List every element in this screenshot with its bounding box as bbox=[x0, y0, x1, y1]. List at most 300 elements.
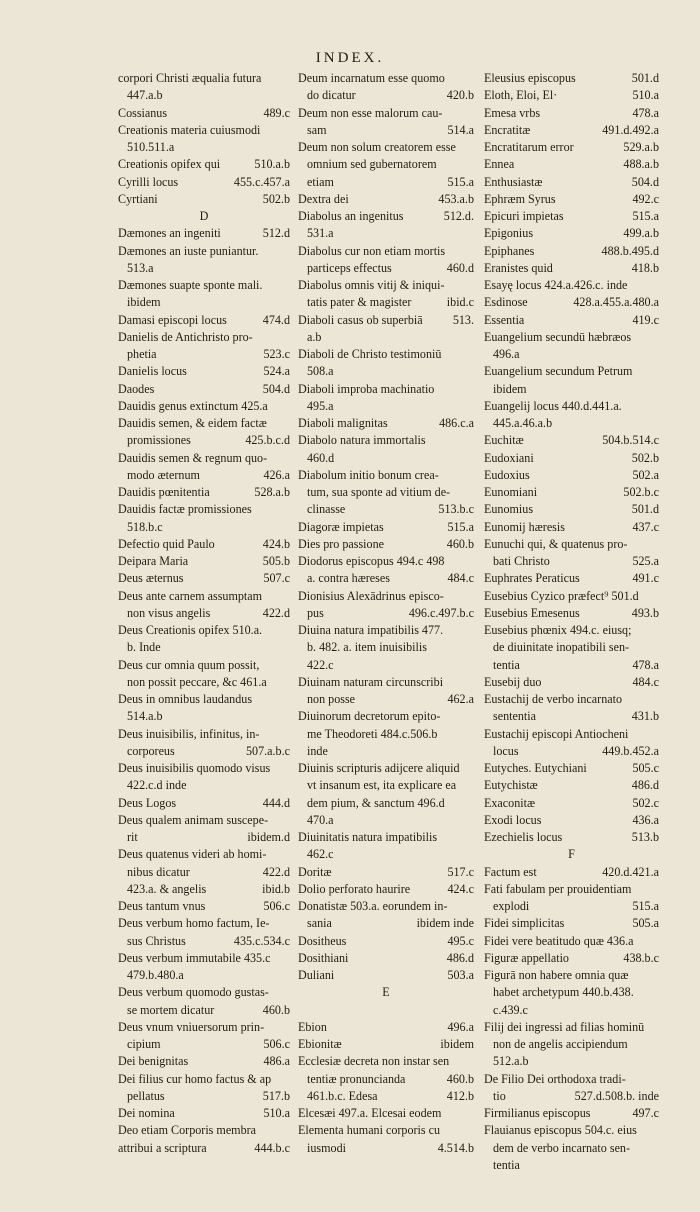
entry-text: Dauidis semen & regnum quo- bbox=[118, 450, 268, 465]
index-entry bbox=[484, 467, 659, 484]
entry-text: habet archetypum 440.b.438. bbox=[493, 985, 634, 1000]
index-entry bbox=[484, 743, 659, 760]
page-reference: 453.a.b bbox=[438, 191, 474, 206]
index-entry bbox=[118, 984, 290, 1001]
page-reference: 512.d. bbox=[443, 209, 474, 223]
index-entry bbox=[484, 139, 659, 156]
index-entry bbox=[298, 105, 474, 122]
page-reference: 437.c bbox=[632, 519, 659, 534]
index-entry bbox=[484, 881, 659, 898]
entry-text: Dæmones an ingeniti bbox=[118, 226, 221, 241]
entry-text: Eusebius Cyzico præfect⁹ 501.d bbox=[484, 588, 639, 603]
page-reference: 426.a bbox=[263, 467, 290, 482]
entry-text: Ennea bbox=[484, 157, 515, 172]
index-entry bbox=[298, 1036, 474, 1053]
entry-text: Deus verbum immutabile 435.c bbox=[118, 950, 271, 965]
entry-text: 510.511.a bbox=[127, 140, 175, 154]
page-reference: 499.a.b bbox=[623, 226, 659, 241]
index-entry bbox=[484, 312, 659, 329]
entry-text: vt insanum est, ita explicare ea bbox=[307, 778, 457, 793]
page-reference: 422.d bbox=[262, 605, 290, 620]
entry-text: Dæmones suapte sponte mali. bbox=[118, 278, 263, 292]
entry-text: pus bbox=[307, 605, 324, 620]
page-reference: 425.b.c.d bbox=[245, 433, 290, 448]
index-entry bbox=[484, 1105, 659, 1122]
index-entry bbox=[118, 191, 290, 208]
page-reference: 491.d.492.a bbox=[602, 122, 659, 137]
entry-text: 423.a. & angelis bbox=[127, 881, 207, 896]
entry-text: Donatistæ 503.a. eorundem in- bbox=[298, 899, 448, 913]
index-entry bbox=[484, 829, 659, 846]
index-entry bbox=[298, 139, 474, 156]
index-entry bbox=[298, 915, 474, 932]
page-reference: 438.b.c bbox=[623, 950, 659, 965]
index-entry bbox=[484, 639, 659, 656]
index-entry bbox=[118, 312, 290, 329]
index-entry bbox=[118, 484, 290, 501]
entry-text: sania bbox=[307, 916, 332, 931]
index-entry bbox=[118, 1122, 290, 1139]
entry-text: Exodi locus bbox=[484, 812, 542, 827]
index-entry bbox=[484, 950, 659, 967]
page-reference: 486.d bbox=[631, 778, 659, 793]
index-entry bbox=[484, 674, 659, 691]
entry-text: promissiones bbox=[127, 433, 191, 448]
entry-text: tentiæ pronuncianda bbox=[307, 1071, 406, 1086]
index-entry bbox=[484, 415, 659, 432]
entry-text: Diaboli casus ob superbiā bbox=[298, 312, 423, 327]
page-reference: 460.b bbox=[446, 1071, 474, 1086]
index-entry bbox=[118, 674, 290, 691]
index-entry bbox=[298, 415, 474, 432]
index-entry bbox=[298, 933, 474, 950]
index-entry bbox=[118, 329, 290, 346]
entry-text: 513.a bbox=[127, 260, 154, 275]
index-entry bbox=[298, 1105, 474, 1122]
entry-text: Eudoxius bbox=[484, 467, 530, 482]
page-reference: 488.a.b bbox=[623, 157, 659, 172]
entry-text: tatis pater & magister bbox=[307, 295, 412, 310]
page-reference: 428.a.455.a.480.a bbox=[573, 295, 659, 310]
page-reference: 497.c bbox=[632, 1106, 659, 1120]
entry-text: cipium bbox=[127, 1037, 161, 1051]
index-entry bbox=[298, 484, 474, 501]
page-reference: 496.c.497.b.c bbox=[408, 605, 474, 620]
entry-text: 445.a.46.a.b bbox=[493, 416, 553, 430]
index-entry bbox=[484, 329, 659, 346]
index-entry bbox=[484, 984, 659, 1001]
index-entry bbox=[484, 174, 659, 191]
entry-text: Diuinis scripturis adijcere aliquid bbox=[298, 761, 460, 775]
entry-text: 508.a bbox=[307, 364, 334, 379]
index-entry bbox=[484, 363, 659, 380]
index-entry bbox=[118, 1105, 290, 1122]
entry-text: Epigonius bbox=[484, 226, 534, 241]
entry-text: non de angelis accipiendum bbox=[493, 1037, 628, 1051]
entry-text: Deus inuisibilis quomodo visus bbox=[118, 761, 271, 775]
entry-text: Deipara Maria bbox=[118, 554, 189, 568]
index-entry bbox=[484, 536, 659, 553]
index-entry bbox=[118, 795, 290, 812]
page-reference: 515.a bbox=[632, 209, 659, 223]
entry-text: Dextra dei bbox=[298, 191, 349, 206]
index-entry bbox=[298, 846, 474, 863]
entry-text: Deus cur omnia quum possit, bbox=[118, 657, 260, 672]
index-entry bbox=[484, 1036, 659, 1053]
index-entry bbox=[298, 294, 474, 311]
index-entry bbox=[484, 243, 659, 260]
index-entry bbox=[298, 501, 474, 518]
entry-text: Diagoræ impietas bbox=[298, 519, 384, 534]
entry-text: etiam bbox=[307, 174, 334, 189]
page-reference: 528.a.b bbox=[254, 485, 290, 499]
index-entry bbox=[118, 570, 290, 587]
index-entry bbox=[484, 260, 659, 277]
index-entry bbox=[298, 398, 474, 415]
entry-text: Eustachij de verbo incarnato bbox=[484, 692, 623, 706]
entry-text: Ebion bbox=[298, 1019, 327, 1034]
index-entry bbox=[298, 1122, 474, 1139]
index-entry bbox=[484, 1053, 659, 1070]
entry-text: Deus Creationis opifex 510.a. bbox=[118, 623, 263, 637]
entry-text: attribui a scriptura bbox=[118, 1140, 207, 1155]
entry-text: Dauidis genus extinctum 425.a bbox=[118, 398, 268, 413]
index-entry bbox=[298, 898, 474, 915]
page-reference: 515.a bbox=[447, 174, 474, 189]
entry-text: Fidei vere beatitudo quæ 436.a bbox=[484, 933, 634, 948]
index-entry bbox=[484, 864, 659, 881]
entry-text: ibidem bbox=[493, 381, 527, 396]
page-reference: 515.a bbox=[447, 519, 474, 534]
page-reference: 486.c.a bbox=[439, 416, 474, 430]
page-reference: 515.a bbox=[632, 899, 659, 913]
index-entry bbox=[484, 570, 659, 587]
page-reference: 507.a.b.c bbox=[246, 743, 290, 758]
index-entry bbox=[118, 864, 290, 881]
entry-text: inde bbox=[307, 743, 328, 758]
index-entry bbox=[298, 87, 474, 104]
entry-text: Danielis de Antichristo pro- bbox=[118, 329, 253, 344]
page-reference: 513.b.c bbox=[438, 502, 474, 517]
page-reference: 455.c.457.a bbox=[233, 174, 290, 189]
index-entry bbox=[118, 381, 290, 398]
entry-text: Deus in omnibus laudandus bbox=[118, 692, 253, 706]
entry-text: Emesa vrbs bbox=[484, 105, 541, 120]
page-reference: 486.d bbox=[446, 950, 474, 965]
index-entry bbox=[118, 622, 290, 639]
entry-text: Exaconitæ bbox=[484, 795, 536, 810]
index-entry bbox=[484, 1071, 659, 1088]
index-entry bbox=[118, 1140, 290, 1157]
index-entry bbox=[118, 450, 290, 467]
index-entry bbox=[298, 553, 474, 570]
index-column-2 bbox=[298, 70, 474, 1157]
index-entry bbox=[118, 294, 290, 311]
index-entry bbox=[118, 812, 290, 829]
entry-text: Diuinam naturam circunscribi bbox=[298, 674, 444, 689]
index-entry bbox=[298, 346, 474, 363]
index-entry bbox=[118, 536, 290, 553]
index-entry bbox=[298, 1088, 474, 1105]
entry-text: Diaboli improba machinatio bbox=[298, 381, 435, 396]
index-entry bbox=[484, 726, 659, 743]
index-entry bbox=[298, 622, 474, 639]
entry-text: 422.c.d inde bbox=[127, 778, 187, 793]
entry-text: 512.a.b bbox=[493, 1054, 529, 1069]
entry-text: Fati fabulam per prouidentiam bbox=[484, 881, 632, 896]
entry-text: Ezechielis locus bbox=[484, 830, 563, 844]
entry-text: dem pium, & sanctum 496.d bbox=[307, 795, 445, 810]
entry-text: tentia bbox=[493, 1157, 520, 1172]
entry-text: Deum incarnatum esse quomo bbox=[298, 71, 445, 85]
entry-text: Euchitæ bbox=[484, 433, 524, 448]
entry-text: Eunuchi qui, & quatenus pro- bbox=[484, 536, 628, 551]
index-entry bbox=[298, 536, 474, 553]
index-entry bbox=[298, 1140, 474, 1157]
page-reference: 444.d bbox=[262, 795, 290, 810]
index-entry bbox=[484, 432, 659, 449]
index-entry bbox=[298, 450, 474, 467]
entry-text: Dæmones an iuste puniantur. bbox=[118, 243, 259, 258]
entry-text: Eusebius Emesenus bbox=[484, 605, 580, 620]
index-entry bbox=[298, 777, 474, 794]
entry-text: Diabolus omnis vitij & iniqui- bbox=[298, 278, 445, 292]
entry-text: Diaboli malignitas bbox=[298, 416, 388, 430]
page-reference: 505.c bbox=[632, 761, 659, 775]
entry-text: Deo etiam Corporis membra bbox=[118, 1123, 257, 1138]
entry-text: dem de verbo incarnato sen- bbox=[493, 1140, 631, 1155]
index-entry bbox=[484, 708, 659, 725]
index-entry bbox=[298, 225, 474, 242]
index-entry bbox=[298, 70, 474, 87]
entry-text: 460.d bbox=[307, 450, 335, 465]
page-reference: 504.d bbox=[631, 174, 659, 189]
entry-text: Cyrilli locus bbox=[118, 174, 179, 189]
entry-text: tio bbox=[493, 1088, 506, 1103]
page-reference: 505.a bbox=[632, 916, 659, 931]
index-entry bbox=[118, 363, 290, 380]
entry-text: Dei filius cur homo factus & ap bbox=[118, 1071, 272, 1086]
page-reference: 460.d bbox=[446, 260, 474, 275]
entry-text: Eranistes quid bbox=[484, 260, 553, 275]
index-entry bbox=[484, 225, 659, 242]
entry-text: phetia bbox=[127, 347, 157, 361]
page-reference: ibid.c bbox=[446, 295, 474, 310]
index-entry bbox=[484, 191, 659, 208]
index-entry bbox=[298, 519, 474, 536]
entry-text: Firmilianus episcopus bbox=[484, 1106, 591, 1120]
index-entry bbox=[118, 105, 290, 122]
entry-text: de diuinitate inopatibili sen- bbox=[493, 640, 630, 655]
entry-text: E bbox=[382, 985, 390, 1000]
entry-text: Figuræ appellatio bbox=[484, 950, 569, 965]
page-reference: 424.b bbox=[262, 536, 290, 551]
entry-text: Esayę locus 424.a.426.c. inde bbox=[484, 278, 628, 292]
page-reference: 435.c.534.c bbox=[233, 933, 290, 948]
page-reference: 492.c bbox=[632, 191, 659, 206]
entry-text: Eustachij episcopi Antiocheni bbox=[484, 726, 629, 741]
entry-text: Creationis materia cuiusmodi bbox=[118, 122, 261, 137]
entry-text: Deus æternus bbox=[118, 571, 184, 586]
entry-text: Diaboli de Christo testimoniū bbox=[298, 347, 442, 361]
entry-text: Deus Logos bbox=[118, 795, 177, 810]
page-reference: 517.b bbox=[262, 1088, 290, 1103]
index-entry bbox=[298, 691, 474, 708]
entry-text: Duliani bbox=[298, 968, 335, 982]
index-entry bbox=[118, 553, 290, 570]
entry-text: Cyrtiani bbox=[118, 191, 158, 206]
index-entry bbox=[118, 605, 290, 622]
page-reference: 527.d.508.b. inde bbox=[574, 1088, 659, 1103]
index-entry bbox=[118, 743, 290, 760]
page-reference: 460.b bbox=[262, 1002, 290, 1017]
index-entry bbox=[118, 1002, 290, 1019]
page-reference: 510.a bbox=[263, 1106, 290, 1120]
page-reference: ibid.b bbox=[262, 881, 290, 896]
index-entry bbox=[484, 657, 659, 674]
entry-text: Dolio perforato haurire bbox=[298, 881, 411, 896]
entry-text: Defectio quid Paulo bbox=[118, 536, 215, 551]
page-reference: 484.c bbox=[632, 674, 659, 689]
index-entry bbox=[298, 432, 474, 449]
index-entry bbox=[298, 174, 474, 191]
page-reference: 507.c bbox=[263, 571, 290, 586]
entry-text: clinasse bbox=[307, 502, 346, 517]
entry-text: Euangelij locus 440.d.441.a. bbox=[484, 398, 622, 413]
index-entry bbox=[118, 87, 290, 104]
entry-text: Euangelium secundū hæbræos bbox=[484, 329, 632, 344]
index-entry bbox=[118, 933, 290, 950]
index-entry bbox=[484, 450, 659, 467]
entry-text: ibidem bbox=[127, 295, 161, 310]
page-reference: 510.a bbox=[632, 88, 659, 103]
entry-text: Diabolus cur non etiam mortis bbox=[298, 243, 446, 258]
index-entry bbox=[118, 432, 290, 449]
entry-text: Encratitæ bbox=[484, 122, 531, 137]
entry-text: tentia bbox=[493, 657, 520, 672]
entry-text: pellatus bbox=[127, 1088, 165, 1103]
entry-text: Dei nomina bbox=[118, 1106, 175, 1120]
entry-text: 531.a bbox=[307, 226, 334, 241]
entry-text: Dositheus bbox=[298, 933, 347, 948]
entry-text: Filij dei ingressi ad filias hominū bbox=[484, 1019, 645, 1034]
entry-text: 447.a.b bbox=[127, 88, 163, 103]
page-reference: 491.c bbox=[632, 571, 659, 586]
index-entry bbox=[118, 277, 290, 294]
entry-text: Euangelium secundum Petrum bbox=[484, 364, 633, 379]
entry-text: a. contra hæreses bbox=[307, 571, 390, 586]
entry-text: Diabolo natura immortalis bbox=[298, 433, 426, 448]
entry-text: particeps effectus bbox=[307, 260, 392, 275]
entry-text: locus bbox=[493, 743, 519, 758]
index-entry bbox=[484, 70, 659, 87]
index-entry bbox=[298, 1053, 474, 1070]
index-entry bbox=[484, 812, 659, 829]
entry-text: Deum non solum creatorem esse bbox=[298, 140, 456, 154]
entry-text: Encratitarum error bbox=[484, 140, 574, 154]
index-entry bbox=[484, 1122, 659, 1139]
index-entry bbox=[484, 1088, 659, 1105]
entry-text: nibus dicatur bbox=[127, 864, 190, 879]
index-entry bbox=[298, 588, 474, 605]
index-entry bbox=[118, 950, 290, 967]
index-entry bbox=[484, 691, 659, 708]
entry-text: Eutychistæ bbox=[484, 778, 538, 793]
entry-text: Danielis locus bbox=[118, 364, 187, 379]
entry-text: Deus inuisibilis, infinitus, in- bbox=[118, 726, 260, 741]
entry-text: Eleusius episcopus bbox=[484, 71, 576, 85]
index-entry bbox=[298, 674, 474, 691]
index-entry bbox=[484, 294, 659, 311]
index-entry bbox=[298, 605, 474, 622]
entry-text: se mortem dicatur bbox=[127, 1002, 215, 1017]
entry-text: sententia bbox=[493, 709, 536, 724]
entry-text: 461.b.c. Edesa bbox=[307, 1088, 378, 1103]
page-reference: 502.b.c bbox=[623, 485, 659, 499]
entry-text: rit bbox=[127, 830, 138, 844]
page-reference: 484.c bbox=[447, 571, 474, 586]
index-entry bbox=[298, 881, 474, 898]
entry-text: Enthusiastæ bbox=[484, 174, 543, 189]
page-reference: 444.b.c bbox=[254, 1140, 290, 1155]
page-reference: 524.a bbox=[263, 364, 290, 379]
page-reference: 501.d bbox=[631, 502, 659, 517]
entry-text: Deus verbum homo factum, Ie- bbox=[118, 916, 270, 931]
entry-text: sus Christus bbox=[127, 933, 186, 948]
entry-text: Eloth, Eloi, El· bbox=[484, 88, 558, 103]
index-entry bbox=[118, 1019, 290, 1036]
index-entry bbox=[298, 812, 474, 829]
index-entry bbox=[118, 708, 290, 725]
entry-text: corporeus bbox=[127, 743, 175, 758]
page-reference: ibidem inde bbox=[416, 916, 474, 931]
index-entry bbox=[118, 225, 290, 242]
page-reference: 420.b bbox=[446, 88, 474, 103]
entry-text: explodi bbox=[493, 899, 530, 913]
index-entry bbox=[118, 639, 290, 656]
entry-text: 479.b.480.a bbox=[127, 968, 184, 982]
index-entry bbox=[298, 329, 474, 346]
entry-text: iusmodi bbox=[307, 1140, 346, 1155]
entry-text: Dies pro passione bbox=[298, 536, 384, 551]
entry-text: Diuinorum decretorum epito- bbox=[298, 709, 441, 724]
section-letter bbox=[298, 984, 474, 1001]
page-reference: 512.d bbox=[262, 226, 290, 241]
entry-text: Fidei simplicitas bbox=[484, 916, 565, 931]
index-entry bbox=[118, 70, 290, 87]
page-reference: 523.c bbox=[263, 347, 290, 361]
page-header: INDEX. bbox=[315, 50, 385, 66]
entry-text: Dionisius Alexādrinus episco- bbox=[298, 588, 444, 603]
page-reference: 496.a bbox=[447, 1019, 474, 1034]
page-reference: 495.c bbox=[447, 933, 474, 948]
index-entry bbox=[298, 467, 474, 484]
index-entry bbox=[484, 933, 659, 950]
index-entry bbox=[484, 87, 659, 104]
index-entry bbox=[298, 743, 474, 760]
entry-text: 496.a bbox=[493, 347, 520, 361]
entry-text: Diuinitatis natura impatibilis bbox=[298, 830, 438, 844]
index-entry bbox=[118, 846, 290, 863]
entry-text: F bbox=[568, 847, 575, 862]
index-entry bbox=[118, 760, 290, 777]
index-entry bbox=[484, 156, 659, 173]
entry-text: Esdinose bbox=[484, 295, 528, 310]
entry-text: Dauidis semen, & eidem factæ bbox=[118, 416, 267, 430]
index-entry bbox=[298, 243, 474, 260]
index-entry bbox=[298, 639, 474, 656]
page-reference: 478.a bbox=[632, 657, 659, 672]
